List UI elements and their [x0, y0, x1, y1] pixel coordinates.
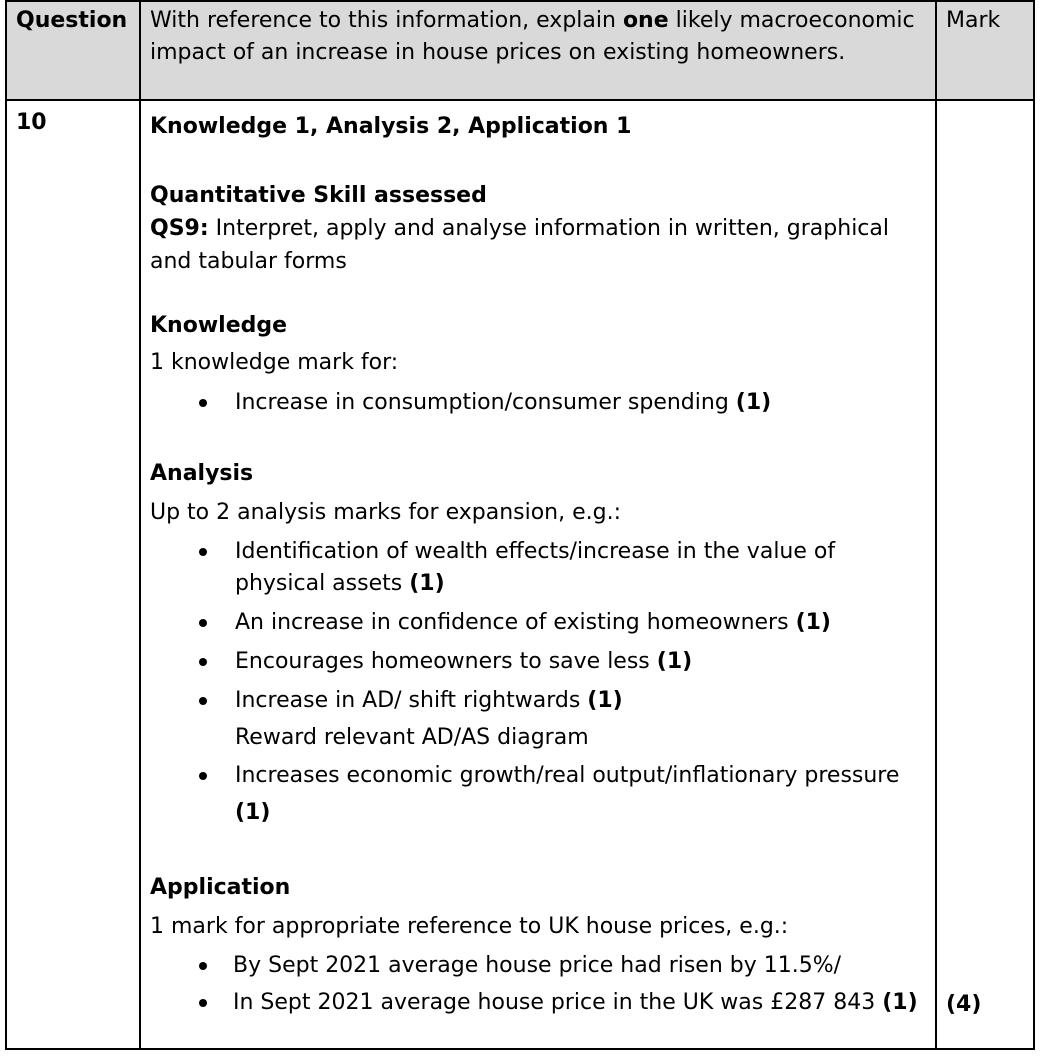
total-mark: (4)	[946, 992, 982, 1017]
knowledge-bullet-1: Increase in consumption/consumer spending (1)	[235, 390, 772, 415]
bullet-icon	[199, 619, 207, 627]
analysis-bullet-3: Encourages homeowners to save less (1)	[235, 649, 693, 674]
knowledge-heading: Knowledge	[150, 313, 288, 338]
application-intro: 1 mark for appropriate reference to UK house prices, e.g.:	[150, 914, 789, 939]
bullet-icon	[199, 772, 207, 780]
bullet-icon	[199, 697, 207, 705]
bullet-icon	[199, 658, 207, 666]
analysis-bullet-2: An increase in confidence of existing homeowners (1)	[235, 610, 831, 635]
header-divider	[5, 99, 1035, 101]
analysis-bullet-4: Increase in AD/ shift rightwards (1)	[235, 688, 623, 713]
application-bullet-1: By Sept 2021 average house price had risen by 11.5%/	[233, 953, 842, 978]
analysis-bullet-5-line-1: Increases economic growth/real output/inflationary pressure	[235, 763, 900, 788]
bullet-icon	[199, 999, 207, 1007]
knowledge-intro: 1 knowledge mark for:	[150, 350, 399, 375]
analysis-intro: Up to 2 analysis marks for expansion, e.g.:	[150, 500, 622, 525]
question-prompt-line-1: With reference to this information, explain one likely macroeconomic	[150, 8, 915, 33]
bullet-icon	[199, 399, 207, 407]
column-divider-2	[935, 0, 937, 1050]
application-bullet-2: In Sept 2021 average house price in the UK was £287 843 (1)	[233, 990, 918, 1015]
analysis-heading: Analysis	[150, 461, 254, 486]
qs-line-2: and tabular forms	[150, 249, 347, 274]
column-divider-1	[139, 0, 141, 1050]
table-border-left	[5, 0, 7, 1050]
bullet-icon	[199, 962, 207, 970]
qs-line-1: QS9: Interpret, apply and analyse information in written, graphical	[150, 216, 889, 241]
qs-heading: Quantitative Skill assessed	[150, 183, 487, 208]
analysis-bullet-5-mark: (1)	[235, 800, 271, 825]
table-border-right	[1033, 0, 1035, 1050]
table-border-bottom	[5, 1048, 1035, 1050]
application-heading: Application	[150, 875, 291, 900]
column-header-mark: Mark	[946, 8, 1001, 33]
column-header-question: Question	[16, 8, 128, 33]
analysis-bullet-1-line-1: Identification of wealth effects/increase in the value of	[235, 539, 836, 564]
analysis-bullet-1-line-2: physical assets (1)	[235, 571, 445, 596]
bullet-icon	[199, 548, 207, 556]
table-border-top	[5, 0, 1035, 2]
mark-scheme-table	[5, 0, 1035, 1050]
analysis-bullet-4-note: Reward relevant AD/AS diagram	[235, 725, 589, 750]
question-number: 10	[16, 110, 47, 135]
question-prompt-line-2: impact of an increase in house prices on existing homeowners.	[150, 40, 846, 65]
marks-summary: Knowledge 1, Analysis 2, Application 1	[150, 114, 632, 139]
